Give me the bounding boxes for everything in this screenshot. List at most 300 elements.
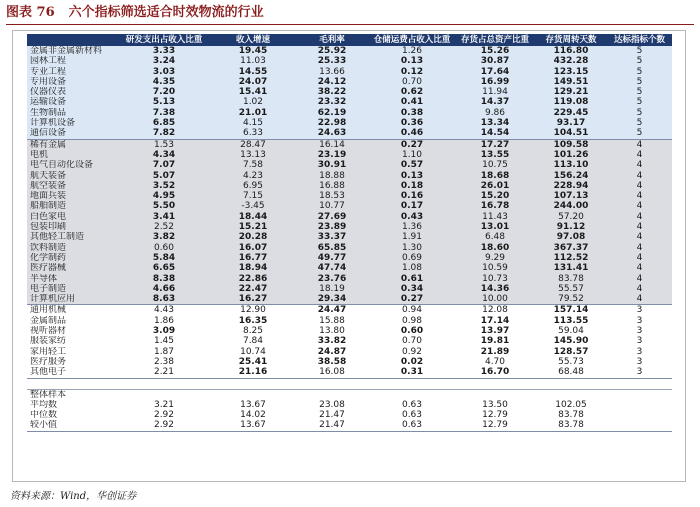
table-cell: 0.31 (369, 367, 455, 378)
industry-name: 医疗器械 (27, 263, 117, 273)
table-cell: 20.28 (211, 232, 295, 242)
table-cell: 15.88 (295, 316, 369, 326)
table-cell: 229.45 (535, 108, 607, 118)
table-cell: 16.70 (455, 367, 535, 378)
table-cell: 4 (607, 253, 672, 263)
empty-cell (369, 378, 455, 389)
table-cell: 1.26 (369, 46, 455, 56)
table-cell: 15.41 (211, 87, 295, 97)
summary-cell: 13.67 (211, 400, 295, 410)
table-cell: 3 (607, 305, 672, 316)
table-cell: 4 (607, 139, 672, 150)
table-cell: 367.37 (535, 243, 607, 253)
table-cell: 21.16 (211, 367, 295, 378)
table-cell: 107.13 (535, 191, 607, 201)
table-cell: 3.09 (117, 326, 211, 336)
industry-name: 通信设备 (27, 128, 117, 139)
table-cell: 0.57 (369, 160, 455, 170)
industry-name: 运输设备 (27, 97, 117, 107)
table-cell: 1.91 (369, 232, 455, 242)
table-cell: 129.21 (535, 87, 607, 97)
table-cell: 157.14 (535, 305, 607, 316)
table-cell: 4 (607, 171, 672, 181)
industry-name: 仪器仪表 (27, 87, 117, 97)
table-cell: 4.15 (211, 118, 295, 128)
table-cell: 3.03 (117, 67, 211, 77)
table-cell: 23.76 (295, 274, 369, 284)
table-cell: 16.88 (295, 181, 369, 191)
industry-name: 专业工程 (27, 67, 117, 77)
empty-cell (607, 389, 672, 400)
table-cell: 14.36 (455, 284, 535, 294)
table-row (27, 67, 672, 77)
table-cell: 4.70 (455, 357, 535, 367)
table-cell: 57.20 (535, 212, 607, 222)
table-cell: 13.97 (455, 326, 535, 336)
table-cell: 8.25 (211, 326, 295, 336)
industry-name: 园林工程 (27, 56, 117, 66)
table-cell: 3 (607, 336, 672, 346)
table-cell: 0.60 (117, 243, 211, 253)
table-cell: 18.68 (455, 171, 535, 181)
table-cell: 0.61 (369, 274, 455, 284)
table-cell: 3.24 (117, 56, 211, 66)
figure-caption: 六个指标筛选适合时效物流的行业 (68, 5, 264, 20)
table-cell: 5 (607, 67, 672, 77)
table-cell: 1.08 (369, 263, 455, 273)
table-cell: 0.16 (369, 191, 455, 201)
table-cell: 65.85 (295, 243, 369, 253)
industry-name: 白色家电 (27, 212, 117, 222)
summary-cell: 13.67 (211, 420, 295, 431)
summary-cell: 0.63 (369, 400, 455, 410)
table-cell: 0.13 (369, 56, 455, 66)
table-cell: 7.82 (117, 128, 211, 139)
table-cell: 14.37 (455, 97, 535, 107)
empty-cell (455, 378, 535, 389)
empty-cell (27, 378, 117, 389)
table-cell: 0.60 (369, 326, 455, 336)
summary-cell (607, 400, 672, 410)
table-cell: 3 (607, 357, 672, 367)
empty-cell (211, 389, 295, 400)
table-row (27, 253, 672, 263)
empty-cell (295, 378, 369, 389)
table-cell: 228.94 (535, 181, 607, 191)
summary-cell: 83.78 (535, 420, 607, 431)
table-row (27, 232, 672, 242)
table-cell: 16.27 (211, 294, 295, 305)
table-cell: 14.55 (211, 67, 295, 77)
table-cell: 116.80 (535, 46, 607, 56)
table-cell: 432.28 (535, 56, 607, 66)
table-cell: 19.81 (455, 336, 535, 346)
table-cell: 24.47 (295, 305, 369, 316)
table-cell: 13.01 (455, 222, 535, 232)
table-row (27, 181, 672, 191)
table-cell: 6.95 (211, 181, 295, 191)
table-cell: 27.69 (295, 212, 369, 222)
table-row (27, 222, 672, 232)
summary-cell: 12.79 (455, 420, 535, 431)
column-header: 存货占总资产比重 (455, 34, 535, 46)
summary-name: 平均数 (27, 400, 117, 410)
table-cell: 4.23 (211, 171, 295, 181)
table-header (27, 34, 672, 46)
table-cell: 1.86 (117, 316, 211, 326)
table-cell: 6.48 (455, 232, 535, 242)
table-cell: 5 (607, 97, 672, 107)
table-cell: 12.08 (455, 305, 535, 316)
table-row (27, 160, 672, 170)
table-cell: 8.63 (117, 294, 211, 305)
table-cell: 4 (607, 294, 672, 305)
table-cell: 23.89 (295, 222, 369, 232)
industry-name: 服装家纺 (27, 336, 117, 346)
table-cell: 25.92 (295, 46, 369, 56)
table-row (27, 46, 672, 56)
summary-label: 整体样本 (27, 389, 117, 400)
table-cell: 15.20 (455, 191, 535, 201)
table-cell: 4 (607, 284, 672, 294)
table-cell: 0.70 (369, 336, 455, 346)
table-cell: 0.92 (369, 347, 455, 357)
table-cell: 21.89 (455, 347, 535, 357)
industry-name: 航空装备 (27, 181, 117, 191)
table-cell: 0.69 (369, 253, 455, 263)
table-cell: 1.10 (369, 150, 455, 160)
table-cell: 1.02 (211, 97, 295, 107)
table-cell: 113.10 (535, 160, 607, 170)
summary-cell: 0.63 (369, 420, 455, 431)
column-header (27, 34, 117, 46)
table-cell: 13.80 (295, 326, 369, 336)
table-cell: 6.65 (117, 263, 211, 273)
industry-name: 医疗服务 (27, 357, 117, 367)
industry-name: 金属制品 (27, 316, 117, 326)
table-row (27, 305, 672, 316)
table-cell: 59.04 (535, 326, 607, 336)
industry-name: 电机 (27, 150, 117, 160)
table-cell: 16.77 (211, 253, 295, 263)
table-cell: 4 (607, 150, 672, 160)
table-cell: 0.43 (369, 212, 455, 222)
table-cell: 7.15 (211, 191, 295, 201)
table-cell: 38.58 (295, 357, 369, 367)
table-row (27, 336, 672, 346)
table-cell: 14.54 (455, 128, 535, 139)
table-cell: -3.45 (211, 201, 295, 211)
table-row (27, 56, 672, 66)
table-cell: 0.18 (369, 181, 455, 191)
table-cell: 9.29 (455, 253, 535, 263)
table-cell: 13.34 (455, 118, 535, 128)
summary-row (27, 420, 672, 431)
table-cell: 0.98 (369, 316, 455, 326)
table-cell: 149.51 (535, 77, 607, 87)
table-cell: 2.21 (117, 367, 211, 378)
table-row (27, 263, 672, 273)
table-cell: 6.85 (117, 118, 211, 128)
table-cell: 0.36 (369, 118, 455, 128)
table-cell: 18.19 (295, 284, 369, 294)
table-cell: 23.32 (295, 97, 369, 107)
table-row (27, 316, 672, 326)
table-cell: 97.08 (535, 232, 607, 242)
table-cell: 15.21 (211, 222, 295, 232)
table-cell: 101.26 (535, 150, 607, 160)
table-cell: 24.63 (295, 128, 369, 139)
table-cell: 1.53 (117, 139, 211, 150)
table-cell: 25.41 (211, 357, 295, 367)
table-cell: 4.35 (117, 77, 211, 87)
summary-cell: 21.47 (295, 410, 369, 420)
table-cell: 0.27 (369, 294, 455, 305)
table-cell: 4 (607, 201, 672, 211)
table-cell: 4.95 (117, 191, 211, 201)
summary-label-row (27, 389, 672, 400)
table-cell: 145.90 (535, 336, 607, 346)
table-cell: 123.15 (535, 67, 607, 77)
table-cell: 4 (607, 191, 672, 201)
summary-cell: 2.92 (117, 420, 211, 431)
table-cell: 22.47 (211, 284, 295, 294)
table-cell: 91.12 (535, 222, 607, 232)
table-cell: 128.57 (535, 347, 607, 357)
table-row (27, 108, 672, 118)
table-cell: 24.07 (211, 77, 295, 87)
table-cell: 16.14 (295, 139, 369, 150)
table-row (27, 191, 672, 201)
table-cell: 244.00 (535, 201, 607, 211)
industry-name: 包装印刷 (27, 222, 117, 232)
industry-name: 地面兵装 (27, 191, 117, 201)
table-cell: 0.34 (369, 284, 455, 294)
column-header: 存货周转天数 (535, 34, 607, 46)
summary-cell: 102.05 (535, 400, 607, 410)
column-header: 达标指标个数 (607, 34, 672, 46)
table-cell: 26.01 (455, 181, 535, 191)
empty-cell (369, 389, 455, 400)
table-cell: 13.66 (295, 67, 369, 77)
industry-name: 其他轻工制造 (27, 232, 117, 242)
spacer-row (27, 378, 672, 389)
table-cell: 4 (607, 243, 672, 253)
table-cell: 47.74 (295, 263, 369, 273)
table-cell: 17.14 (455, 316, 535, 326)
table-row (27, 150, 672, 160)
table-row (27, 128, 672, 139)
table-cell: 22.98 (295, 118, 369, 128)
table-cell: 2.38 (117, 357, 211, 367)
table-cell: 1.45 (117, 336, 211, 346)
industry-name: 专用设备 (27, 77, 117, 87)
table-cell: 25.33 (295, 56, 369, 66)
table-cell: 5.50 (117, 201, 211, 211)
table-cell: 4 (607, 274, 672, 284)
table-cell: 11.43 (455, 212, 535, 222)
table-row (27, 243, 672, 253)
table-cell: 0.94 (369, 305, 455, 316)
summary-cell: 83.78 (535, 410, 607, 420)
table-cell: 3 (607, 347, 672, 357)
table-cell: 79.52 (535, 294, 607, 305)
table-cell: 5.13 (117, 97, 211, 107)
table-cell: 93.17 (535, 118, 607, 128)
table-cell: 3 (607, 367, 672, 378)
table-cell: 17.27 (455, 139, 535, 150)
table-cell: 7.84 (211, 336, 295, 346)
table-cell: 5 (607, 87, 672, 97)
table-cell: 30.91 (295, 160, 369, 170)
table-cell: 29.34 (295, 294, 369, 305)
table-cell: 16.99 (455, 77, 535, 87)
table-cell: 3.82 (117, 232, 211, 242)
table-cell: 10.75 (455, 160, 535, 170)
table-cell: 68.48 (535, 367, 607, 378)
table-cell: 0.12 (369, 67, 455, 77)
table-cell: 21.01 (211, 108, 295, 118)
table-cell: 3.52 (117, 181, 211, 191)
summary-cell: 21.47 (295, 420, 369, 431)
empty-cell (117, 378, 211, 389)
table-cell: 16.35 (211, 316, 295, 326)
table-cell: 55.73 (535, 357, 607, 367)
summary-cell: 3.21 (117, 400, 211, 410)
table-row (27, 212, 672, 222)
table-cell: 0.62 (369, 87, 455, 97)
table-row (27, 294, 672, 305)
table-cell: 18.60 (455, 243, 535, 253)
table-cell: 5.07 (117, 171, 211, 181)
table-cell: 18.53 (295, 191, 369, 201)
table-cell: 7.58 (211, 160, 295, 170)
table-row (27, 326, 672, 336)
table-row (27, 357, 672, 367)
table-cell: 16.78 (455, 201, 535, 211)
industry-name: 金属非金属新材料 (27, 46, 117, 56)
empty-cell (607, 378, 672, 389)
table-cell: 5 (607, 56, 672, 66)
table-cell: 22.86 (211, 274, 295, 284)
summary-row (27, 400, 672, 410)
industry-name: 航天装备 (27, 171, 117, 181)
column-header: 研发支出占收入比重 (117, 34, 211, 46)
table-row (27, 367, 672, 378)
table-cell: 0.38 (369, 108, 455, 118)
table-cell: 15.26 (455, 46, 535, 56)
empty-cell (535, 389, 607, 400)
table-cell: 10.74 (211, 347, 295, 357)
empty-cell (535, 378, 607, 389)
table-cell: 18.44 (211, 212, 295, 222)
column-header: 毛利率 (295, 34, 369, 46)
table-cell: 4 (607, 181, 672, 191)
industry-name: 饮料制造 (27, 243, 117, 253)
table-cell: 3.33 (117, 46, 211, 56)
table-cell: 11.03 (211, 56, 295, 66)
summary-name: 中位数 (27, 410, 117, 420)
table-cell: 0.46 (369, 128, 455, 139)
summary-cell: 12.79 (455, 410, 535, 420)
industry-name: 通用机械 (27, 305, 117, 316)
table-cell: 24.87 (295, 347, 369, 357)
table-cell: 3 (607, 326, 672, 336)
table-cell: 30.87 (455, 56, 535, 66)
table-cell: 5 (607, 108, 672, 118)
table-cell: 19.45 (211, 46, 295, 56)
table-cell: 10.73 (455, 274, 535, 284)
industry-name: 家用轻工 (27, 347, 117, 357)
table-cell: 9.86 (455, 108, 535, 118)
table-cell: 104.51 (535, 128, 607, 139)
table-cell: 119.08 (535, 97, 607, 107)
table-row (27, 77, 672, 87)
table-cell: 33.37 (295, 232, 369, 242)
table-row (27, 284, 672, 294)
table-cell: 10.77 (295, 201, 369, 211)
table-row (27, 171, 672, 181)
column-header: 收入增速 (211, 34, 295, 46)
table-cell: 12.90 (211, 305, 295, 316)
table-cell: 13.13 (211, 150, 295, 160)
table-cell: 131.41 (535, 263, 607, 273)
table-row (27, 87, 672, 97)
industry-name: 其他电子 (27, 367, 117, 378)
summary-row (27, 410, 672, 420)
empty-cell (117, 389, 211, 400)
industry-name: 计算机设备 (27, 118, 117, 128)
table-cell: 16.08 (295, 367, 369, 378)
table-cell: 7.07 (117, 160, 211, 170)
industry-name: 视听器材 (27, 326, 117, 336)
table-cell: 16.07 (211, 243, 295, 253)
table-row (27, 139, 672, 150)
table-cell: 7.20 (117, 87, 211, 97)
table-cell: 2.52 (117, 222, 211, 232)
table-cell: 0.17 (369, 201, 455, 211)
table-cell: 6.33 (211, 128, 295, 139)
table-cell: 5 (607, 46, 672, 56)
industry-name: 船舶制造 (27, 201, 117, 211)
summary-cell (607, 410, 672, 420)
table-cell: 4 (607, 160, 672, 170)
table-row (27, 201, 672, 211)
table-cell: 55.57 (535, 284, 607, 294)
industry-name: 电气自动化设备 (27, 160, 117, 170)
table-cell: 24.12 (295, 77, 369, 87)
empty-cell (211, 378, 295, 389)
summary-cell: 23.08 (295, 400, 369, 410)
table-cell: 5 (607, 77, 672, 87)
source-note: 资料来源：Wind，华创证券 (10, 491, 137, 502)
summary-cell (607, 420, 672, 431)
table-cell: 0.41 (369, 97, 455, 107)
table-cell: 38.22 (295, 87, 369, 97)
table-cell: 109.58 (535, 139, 607, 150)
empty-cell (295, 389, 369, 400)
table-cell: 0.27 (369, 139, 455, 150)
table-cell: 28.47 (211, 139, 295, 150)
table-cell: 112.52 (535, 253, 607, 263)
table-cell: 5 (607, 118, 672, 128)
table-row (27, 97, 672, 107)
table-cell: 83.78 (535, 274, 607, 284)
industry-name: 计算机应用 (27, 294, 117, 305)
table-cell: 1.36 (369, 222, 455, 232)
summary-name: 较小值 (27, 420, 117, 431)
table-cell: 8.38 (117, 274, 211, 284)
